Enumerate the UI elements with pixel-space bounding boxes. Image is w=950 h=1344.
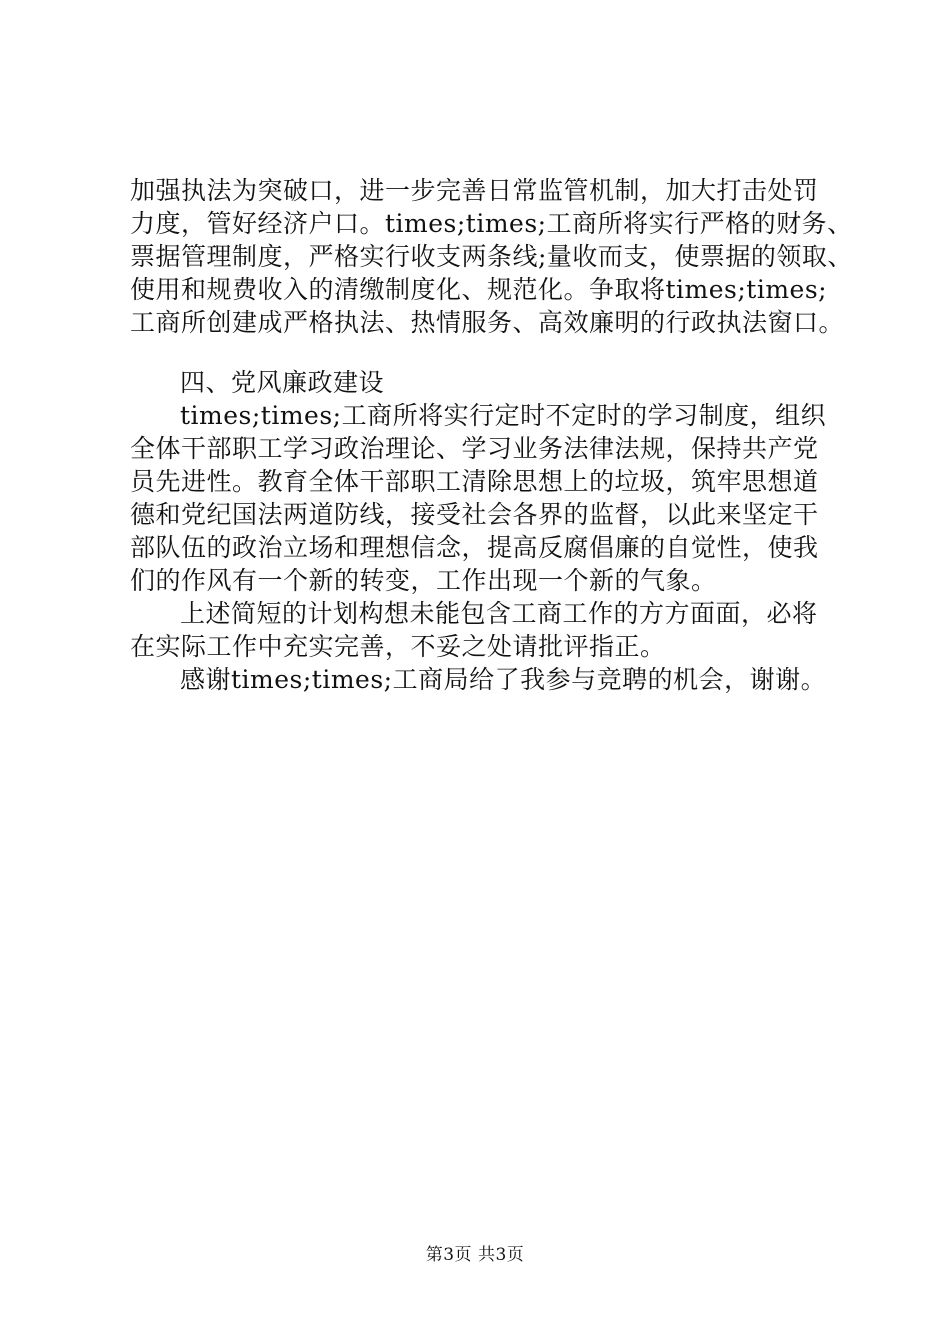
text-line: 票据管理制度，严格实行收支两条线;量收而支，使票据的领取、: [130, 242, 853, 271]
text-line: times;times;工商所将实行定时不定时的学习制度，组织: [180, 401, 827, 430]
page-footer: 第3页 共3页: [425, 1245, 525, 1265]
paragraph-closing-plan: [130, 597, 830, 663]
text-line: 部队伍的政治立场和理想信念，提高反腐倡廉的自觉性，使我: [130, 533, 819, 562]
paragraph-spacer: [130, 339, 830, 366]
text-line: 使用和规费收入的清缴制度化、规范化。争取将times;times;: [130, 275, 828, 304]
text-line: 德和党纪国法两道防线，接受社会各界的监督，以此来坚定干: [130, 500, 819, 529]
text-line: 感谢times;times;工商局给了我参与竞聘的机会，谢谢。: [180, 665, 827, 694]
paragraph-integrity-building: [130, 399, 830, 597]
text-line: 们的作风有一个新的转变，工作出现一个新的气象。: [130, 566, 717, 595]
text-line: 工商所创建成严格执法、热情服务、高效廉明的行政执法窗口。: [130, 308, 845, 337]
text-line: 员先进性。教育全体干部职工清除思想上的垃圾，筑牢思想道: [130, 467, 819, 496]
text-line: 全体干部职工学习政治理论、学习业务法律法规，保持共产党: [130, 434, 819, 463]
text-line: 力度，管好经济户口。times;times;工商所将实行严格的财务、: [130, 209, 853, 238]
paragraph-law-enforcement: [130, 174, 853, 339]
text-line: 加强执法为突破口，进一步完善日常监管机制，加大打击处罚: [130, 176, 819, 205]
paragraph-thanks: [130, 663, 830, 696]
text-line: 在实际工作中充实完善，不妥之处请批评指正。: [130, 632, 666, 661]
section-heading: 四、党风廉政建设: [180, 368, 385, 397]
document-body: [130, 174, 853, 696]
text-line: 上述简短的计划构想未能包含工商工作的方方面面，必将: [180, 599, 818, 628]
